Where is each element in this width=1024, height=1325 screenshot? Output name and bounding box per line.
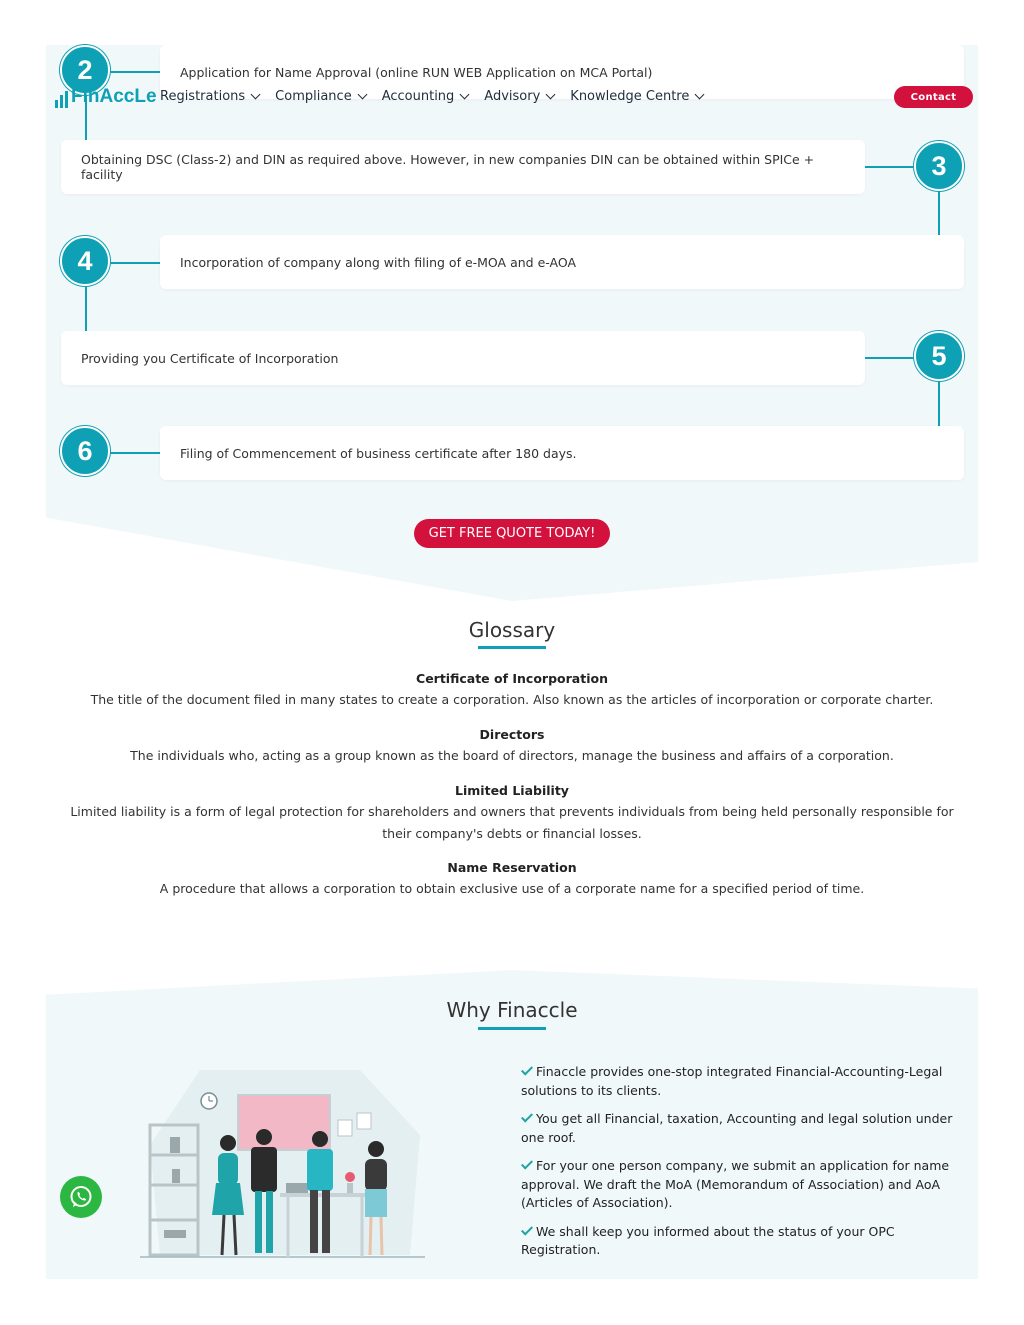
logo-bars-icon xyxy=(55,88,68,108)
step-card-3 xyxy=(61,140,865,194)
why-point-text: For your one person company, we submit an application for name approval. We draft the MoA (Memorandum of Association) and AoA (Articles of Association). xyxy=(521,1158,950,1210)
glossary-definition: Limited liability is a form of legal protection for shareholders and owners that prevents individuals from being held personally responsible for their company's debts or financial losses. xyxy=(70,804,954,841)
check-icon xyxy=(521,1063,533,1075)
nav-label: Knowledge Centre xyxy=(570,89,690,104)
step-number-5: 5 xyxy=(914,331,964,381)
check-icon xyxy=(521,1223,533,1235)
check-icon xyxy=(521,1157,533,1169)
step-connector xyxy=(865,357,915,359)
why-point-text: You get all Financial, taxation, Accounting and legal solution under one roof. xyxy=(521,1111,953,1145)
whatsapp-button[interactable] xyxy=(60,1176,102,1218)
step-card-4 xyxy=(160,235,964,289)
step-text: Obtaining DSC (Class-2) and DIN as required above. However, in new companies DIN can be obtained within SPICe + facility xyxy=(81,152,815,182)
step-connector xyxy=(110,262,160,264)
whatsapp-icon xyxy=(68,1184,94,1210)
step-connector xyxy=(110,452,160,454)
list-item xyxy=(521,1110,957,1147)
nav-accounting[interactable] xyxy=(382,89,469,104)
get-free-quote-button[interactable]: GET FREE QUOTE TODAY! xyxy=(414,519,610,548)
why-title: Why Finaccle xyxy=(446,998,578,1022)
step-text: Providing you Certificate of Incorporation xyxy=(81,350,339,366)
nav-label: Compliance xyxy=(275,89,352,104)
why-points-list xyxy=(521,1063,957,1270)
chevron-down-icon xyxy=(460,90,470,100)
chevron-down-icon xyxy=(357,90,367,100)
list-item xyxy=(521,1063,957,1100)
step-number-2: 2 xyxy=(60,45,110,95)
glossary-term: Limited Liability xyxy=(455,783,569,798)
glossary-definition: The individuals who, acting as a group known as the board of directors, manage the business and affairs of a corporation. xyxy=(130,748,894,763)
nav-label: Advisory xyxy=(484,89,541,104)
nav-knowledge-centre[interactable] xyxy=(570,89,703,104)
nav-label: Accounting xyxy=(381,89,455,104)
step-number-3: 3 xyxy=(914,141,964,191)
contact-button[interactable]: Contact xyxy=(894,86,973,108)
list-item xyxy=(521,1157,957,1213)
glossary-term: Certificate of Incorporation xyxy=(416,671,608,686)
step-text: Application for Name Approval (online RUN WEB Application on MCA Portal) xyxy=(180,64,653,80)
step-connector xyxy=(865,166,915,168)
list-item xyxy=(521,1223,957,1260)
nav-registrations[interactable] xyxy=(160,89,259,104)
title-underline xyxy=(478,646,546,649)
step-connector xyxy=(110,71,160,73)
nav-compliance[interactable] xyxy=(275,89,366,104)
why-point-text: Finaccle provides one-stop integrated Financial-Accounting-Legal solutions to its clients. xyxy=(521,1064,943,1098)
team-illustration xyxy=(140,1065,430,1263)
step-connector xyxy=(85,286,87,331)
chevron-down-icon xyxy=(546,90,556,100)
process-section-background xyxy=(46,45,978,601)
main-nav xyxy=(160,89,703,104)
step-number-6: 6 xyxy=(60,426,110,476)
nav-label: Registrations xyxy=(160,89,246,104)
nav-advisory[interactable] xyxy=(484,89,554,104)
check-icon xyxy=(521,1110,533,1122)
glossary-title: Glossary xyxy=(468,618,556,642)
glossary-definition: A procedure that allows a corporation to obtain exclusive use of a corporate name for a specified period of time. xyxy=(159,881,865,896)
step-connector xyxy=(938,190,940,235)
step-card-5 xyxy=(61,331,865,385)
glossary-definition: The title of the document filed in many states to create a corporation. Also known as the articles of incorporation or corporate charter. xyxy=(90,692,934,707)
step-connector xyxy=(938,381,940,426)
chevron-down-icon xyxy=(695,90,705,100)
step-text: Incorporation of company along with filing of e-MOA and e-AOA xyxy=(180,254,576,270)
title-underline xyxy=(478,1027,546,1030)
step-number-4: 4 xyxy=(60,236,110,286)
glossary-term: Directors xyxy=(479,727,545,742)
logo-text: FinAccLe xyxy=(71,86,157,107)
finaccle-logo[interactable] xyxy=(55,86,157,108)
step-card-6 xyxy=(160,426,964,480)
chevron-down-icon xyxy=(251,90,261,100)
why-point-text: We shall keep you informed about the status of your OPC Registration. xyxy=(521,1223,895,1257)
glossary-term: Name Reservation xyxy=(447,860,577,875)
step-text: Filing of Commencement of business certificate after 180 days. xyxy=(180,445,577,461)
